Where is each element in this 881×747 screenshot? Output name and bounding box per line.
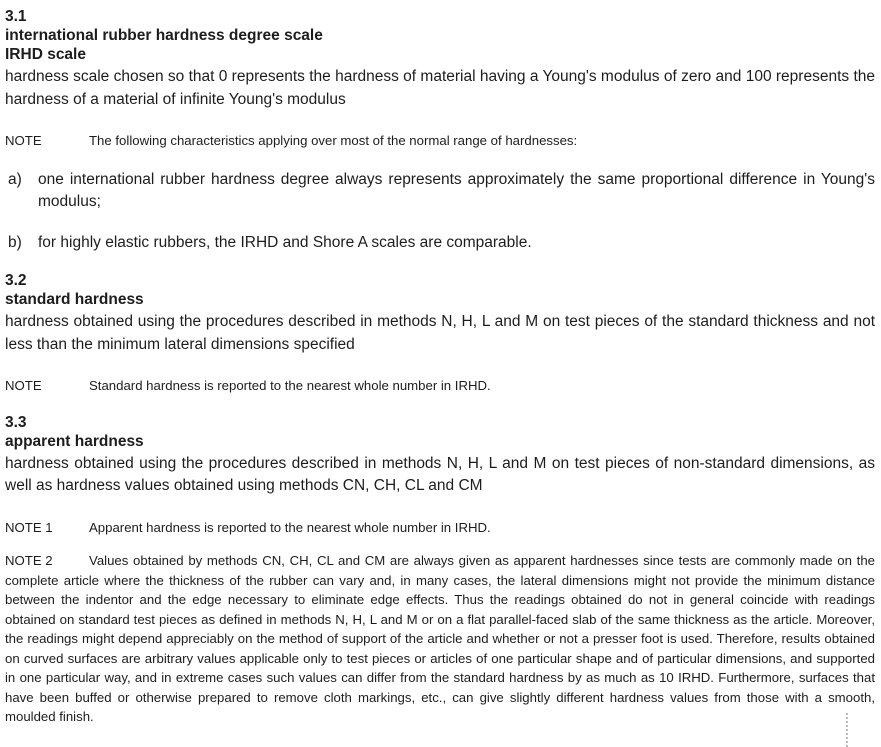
term-title: apparent hardness (5, 432, 144, 450)
scan-artifact-dotted-mark (846, 713, 848, 747)
list-marker: b) (8, 233, 22, 251)
definition-text: hardness obtained using the procedures described in methods N, H, L and M on test pieces of non-standard dimensions, as well as hardness values obtained using methods CN, CH, CL and CM (5, 454, 875, 494)
note-text: The following characteristics applying over most of the normal range of hardnesses: (89, 133, 578, 148)
list-item-text: one international rubber hardness degree always represents approximately the same proportional difference in Young's modulus; (38, 170, 875, 210)
note-label: NOTE 1 (5, 519, 53, 535)
definition-text: hardness scale chosen so that 0 represents the hardness of material having a Young's modulus of zero and 100 represents the hardness of a material of infinite Young's modulus (5, 68, 875, 108)
section-3-3 (5, 413, 875, 727)
list-item-b (5, 232, 875, 255)
note-text: Standard hardness is reported to the nearest whole number in IRHD. (89, 378, 491, 393)
term-title: international rubber hardness degree scale (5, 27, 323, 44)
section-3-2 (5, 271, 875, 396)
note-2 (5, 551, 875, 727)
note (5, 376, 875, 396)
list-item-a (5, 169, 875, 214)
note-label: NOTE (5, 378, 42, 393)
list-item-text: for highly elastic rubbers, the IRHD and Shore A scales are comparable. (38, 233, 532, 251)
section-number: 3.2 (5, 272, 27, 289)
definition-text: hardness obtained using the procedures described in methods N, H, L and M on test pieces of the standard thickness and not less than the minimum lateral dimensions specified (5, 313, 875, 353)
term-title: standard hardness (5, 291, 144, 308)
section-number: 3.3 (5, 413, 27, 431)
section-number: 3.1 (5, 8, 27, 25)
note-text: Values obtained by methods CN, CH, CL and CM are always given as apparent hardnesses since tests are commonly made on the complete article where the thickness of the rubber can vary and, in many cases, the lateral dimensions might not provide the minimum distance between the indentor and the edge necessary to eliminate edge effects. Thus the readings obtained do not in general coincide with readings obtained on standard test pieces as defined in methods N, H, L and M or on a flat parallel-faced slab of the same thickness as the article. Moreover, the readings might depend appreciably on the method of support of the article and whether or not a presser foot is used. Therefore, results obtained on curved surfaces are arbitrary values applicable only to test pieces or articles of one particular shape and of particular dimensions, and supported in one particular way, and in extreme cases such values can differ from the standard hardness by as much as 10 IRHD. Furthermore, surfaces that have been buffed or otherwise prepared to remove cloth markings, etc., can give slightly different hardness values from those with a smooth, moulded finish. (5, 553, 875, 724)
note (5, 131, 875, 151)
note-label: NOTE 2 (5, 553, 53, 568)
note-label: NOTE (5, 133, 42, 148)
note-text: Apparent hardness is reported to the nearest whole number in IRHD. (89, 519, 491, 535)
section-3-1 (5, 7, 875, 254)
list-marker: a) (8, 170, 22, 188)
term-alt-title: IRHD scale (5, 46, 86, 63)
note-1 (5, 518, 875, 538)
